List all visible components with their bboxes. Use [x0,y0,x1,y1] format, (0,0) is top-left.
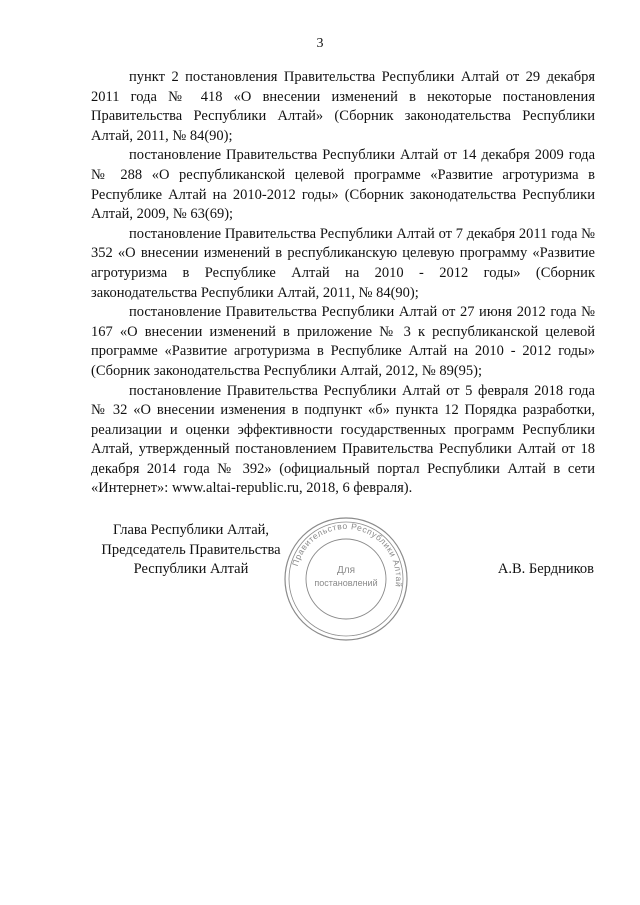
list-item: постановление Правительства Республики Алтай от 5 февраля 2018 года № 32 «О внесении изменения в подпункт «б» пункта 12 Порядка разработки, реализации и оценки эффективности государственных программ Республики Алтай, утвержденный постановлением Правительства Республики Алтай от 18 декабря 2014 года № 392» (официальный портал Республики Алтай в сети «Интернет»: www.altai-republic.ru, 2018, 6 февраля). [91,382,595,497]
document-body [91,68,595,499]
seal-inner-line: Для [336,565,356,576]
list-item: пункт 2 постановления Правительства Республики Алтай от 29 декабря 2011 года № 418 «О внесении изменений в некоторые постановления Правительства Республики Алтай» (Сборник законодательства Республики Алтай, 2011, № 84(90); [91,69,595,144]
signature-block [0,515,640,635]
official-seal-icon [282,515,410,643]
list-item: постановление Правительства Республики Алтай от 14 декабря 2009 года № 288 «О республиканской целевой программе «Развитие агротуризма в Республике Алтай на 2010-2012 годы» (Сборник законодательства Республики Алтай, 2009, № 63(69); [91,147,595,223]
signatory-position-line: Председатель Правительства [101,541,281,558]
seal-outer-text: Правительство Республики Алтай [289,520,405,588]
list-item: постановление Правительства Республики Алтай от 7 декабря 2011 года № 352 «О внесении изменений в республиканскую целевую программу «Развитие агротуризма в Республике Алтай на 2010 - 2012 годы» (Сборник законодательства Республики Алтай, 2011, № 84(90); [91,225,595,301]
signatory-name: А.В. Бердников [497,561,594,577]
list-item: постановление Правительства Республики Алтай от 27 июня 2012 года № 167 «О внесении изменений в приложение № 3 к республиканской целевой программе «Развитие агротуризма в Республике Алтай на 2010 - 2012 годы» (Сборник законодательства Республики Алтай, 2012, № 89(95); [91,304,595,379]
signatory-position [91,521,291,580]
seal-inner-line: постановлений [314,578,378,588]
signatory-position-line: Республики Алтай [133,561,249,578]
signatory-position-line: Глава Республики Алтай, [112,522,270,538]
page-number: 3 [316,36,324,51]
